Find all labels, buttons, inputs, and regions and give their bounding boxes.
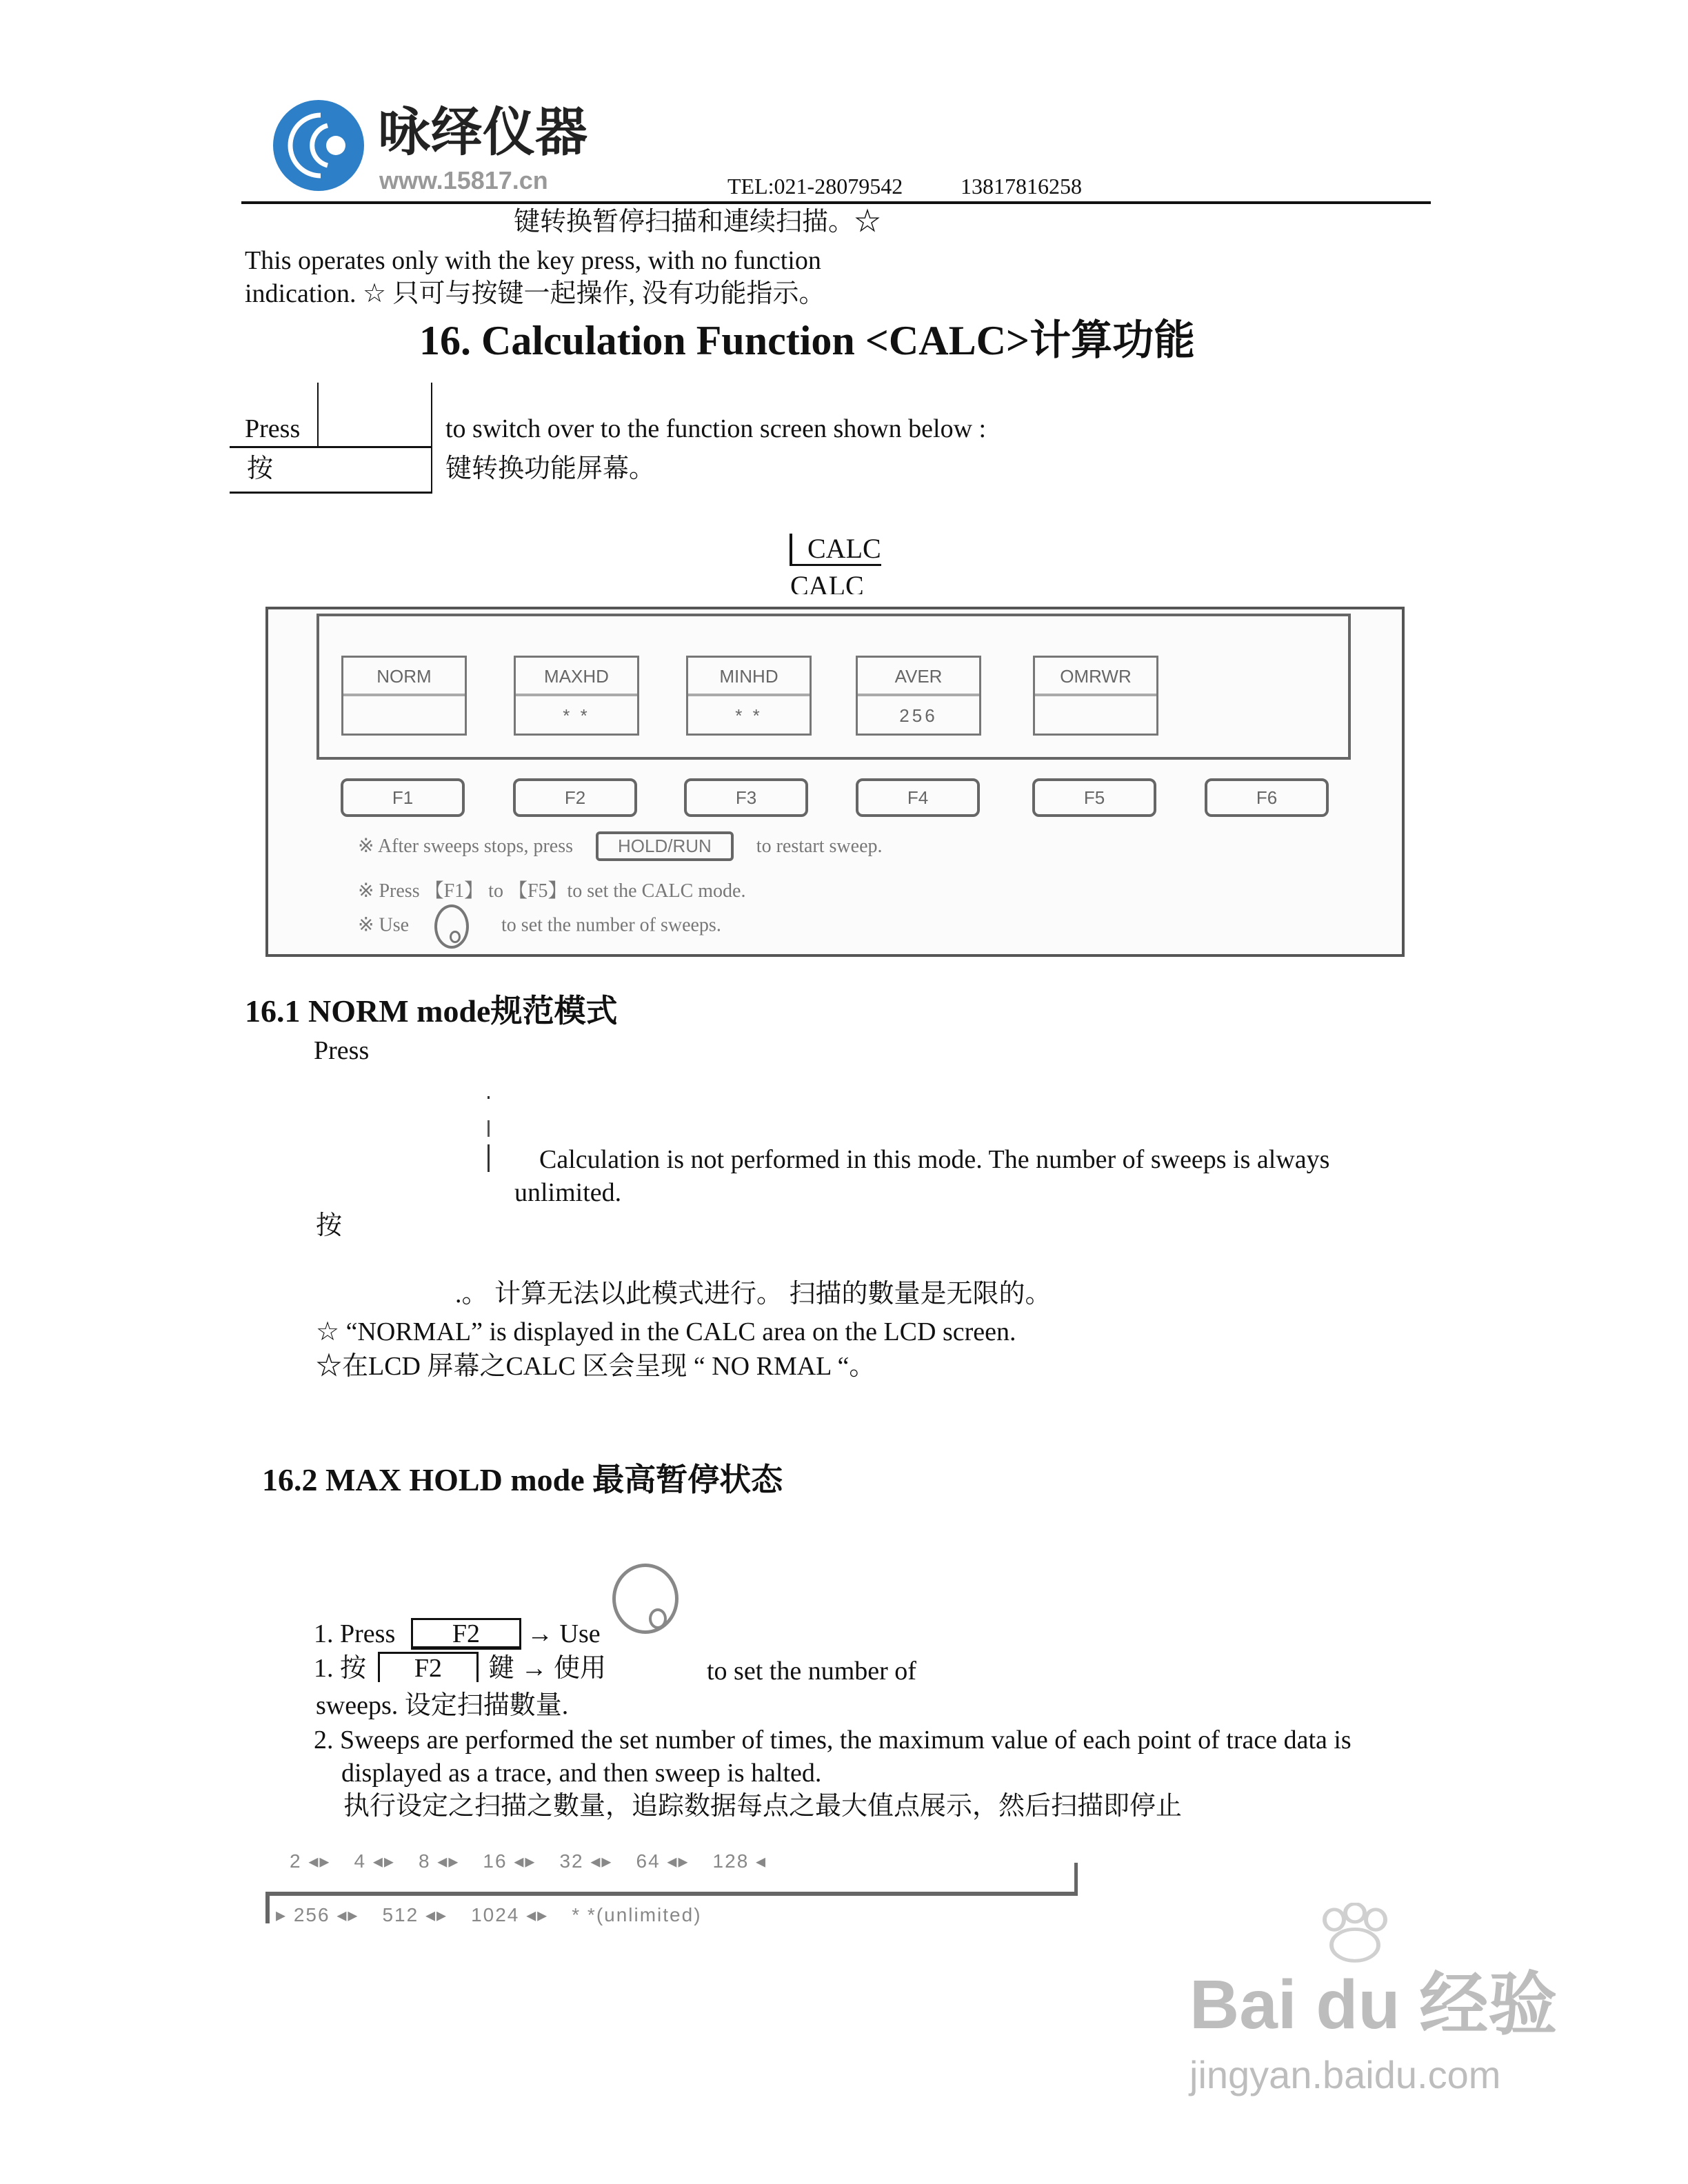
logo-text: 咏绎仪器 (378, 101, 587, 163)
header-mobile: 13817816258 (961, 174, 1082, 199)
baidu-paw-icon (1314, 1903, 1396, 1965)
intro-line-2: indication. ☆ 只可与按键一起操作, 没有功能指示。 (245, 279, 825, 308)
mode-box-maxhd (514, 656, 639, 736)
f4-key[interactable]: F4 (856, 778, 980, 817)
mode-box-norm (341, 656, 467, 736)
norm-desc: Calculation is not performed in this mode. The number of sweeps is always (539, 1145, 1330, 1174)
mode-box-omrwr (1033, 656, 1158, 736)
norm-press-cn: 按 (316, 1211, 343, 1240)
mode-value: 256 (899, 705, 938, 726)
note-mark: ※ (358, 836, 374, 857)
mode-label: AVER (858, 658, 979, 696)
f3-key[interactable]: F3 (684, 778, 808, 817)
header-divider (241, 201, 1431, 204)
f2-key-box-cn[interactable]: F2 (378, 1652, 479, 1682)
sweep-value: * *(unlimited) (572, 1904, 702, 1925)
sweep-value: ▸ 256 ◂▸ (276, 1904, 359, 1925)
calc-key (790, 534, 881, 566)
company-logo-icon (272, 98, 365, 193)
note-calc-mode (358, 876, 745, 903)
intro-line-0: 键转换暂停扫描和連续扫描。☆ (514, 208, 881, 236)
switch-text-cn: 键转换功能屏幕。 (445, 454, 656, 483)
mode-label: MAXHD (516, 658, 637, 696)
key-fragment-mark (488, 1120, 490, 1137)
sweep-sequence-row-2 (276, 1904, 725, 1926)
step1-sweeps: sweeps. 设定扫描數量. (316, 1691, 569, 1720)
norm-desc-2: unlimited. (514, 1178, 622, 1207)
calc-key-label-2: CALC (790, 571, 864, 594)
note-sweep-count (358, 904, 721, 949)
press-label-cn: 按 (247, 454, 274, 483)
press-label: Press (245, 414, 301, 443)
step1-use-cn: 鍵 → 使用 (488, 1654, 607, 1683)
mode-label: NORM (343, 658, 465, 696)
calc-key-label: CALC (807, 533, 881, 564)
note-text: Press 【F1】 to 【F5】to set the CALC mode. (379, 880, 746, 902)
norm-press: Press (314, 1036, 370, 1065)
note-text: to set the number of sweeps. (501, 914, 721, 936)
sweep-value: 16 ◂▸ (483, 1850, 536, 1872)
f1-key[interactable]: F1 (341, 778, 465, 817)
logo-url: www.15817.cn (379, 166, 548, 194)
key-fragment-mark (488, 1144, 490, 1172)
f6-key[interactable]: F6 (1205, 778, 1329, 817)
sweep-value: 2 ◂▸ (290, 1850, 331, 1872)
norm-desc-cn: .。 计算无法以此模式进行。 扫描的數量是无限的。 (455, 1280, 1052, 1308)
section-16-2-title: 16.2 MAX HOLD mode 最高暂停状态 (262, 1462, 783, 1497)
note-text: to restart sweep. (756, 836, 883, 857)
sweep-value: 128 ◂ (712, 1850, 767, 1872)
step2-line-cn: 执行设定之扫描之數量，追踪数据每点之最大值点展示，然后扫描即停止 (343, 1792, 1183, 1821)
calc-function-screen (265, 607, 1405, 957)
hold-run-key[interactable]: HOLD/RUN (596, 831, 734, 861)
f5-key[interactable]: F5 (1032, 778, 1156, 817)
note-text: After sweeps stops, press (377, 836, 573, 857)
baidu-watermark: Bai du 经验 (1189, 1966, 1558, 2043)
sweep-value: 32 ◂▸ (559, 1850, 613, 1872)
sweep-value: 512 ◂▸ (382, 1904, 448, 1925)
norm-star-cn: ☆在LCD 屏幕之CALC 区会呈现 “ NO RMAL “。 (316, 1352, 876, 1381)
lcd-panel (316, 614, 1351, 760)
rotary-knob-icon[interactable] (434, 904, 469, 949)
key-fragment-mark (488, 1096, 490, 1099)
note-restart-sweep (358, 831, 883, 861)
mode-box-minhd (686, 656, 812, 736)
step2-line-2: displayed as a trace, and then sweep is halted. (341, 1759, 822, 1788)
sweep-value: 1024 ◂▸ (471, 1904, 549, 1925)
mode-label: OMRWR (1035, 658, 1156, 696)
sweep-value: 64 ◂▸ (636, 1850, 690, 1872)
mode-value: * * (735, 705, 763, 726)
section-16-1-title: 16.1 NORM mode规范模式 (245, 993, 618, 1029)
f2-key[interactable]: F2 (513, 778, 637, 817)
sweep-value: 4 ◂▸ (354, 1850, 395, 1872)
step1-set-number: to set the number of (707, 1657, 916, 1686)
note-mark: ※ (358, 880, 374, 902)
mode-value: * * (563, 705, 590, 726)
mode-label: MINHD (688, 658, 810, 696)
step1-press: 1. Press (314, 1619, 396, 1648)
step1-press-cn: 1. 按 (314, 1654, 367, 1683)
step1-use: → Use (527, 1619, 601, 1648)
sweep-value: 8 ◂▸ (418, 1850, 460, 1872)
section-16-title: 16. Calculation Function <CALC>计算功能 (419, 318, 1196, 363)
intro-line-1: This operates only with the key press, with no function (245, 246, 821, 275)
norm-star-en: ☆ “NORMAL” is displayed in the CALC area on the LCD screen. (316, 1317, 1016, 1346)
rotary-knob-icon (612, 1564, 679, 1634)
header-tel: TEL:021-28079542 (727, 174, 903, 199)
step2-line-1: 2. Sweeps are performed the set number of times, the maximum value of each point of trace data is (314, 1726, 1352, 1755)
f2-key-box[interactable]: F2 (411, 1618, 521, 1650)
switch-text: to switch over to the function screen shown below : (445, 414, 987, 443)
note-mark: ※ (358, 914, 374, 936)
note-text: Use (379, 914, 410, 936)
baidu-watermark-url: jingyan.baidu.com (1189, 2053, 1501, 2096)
mode-box-aver (856, 656, 981, 736)
